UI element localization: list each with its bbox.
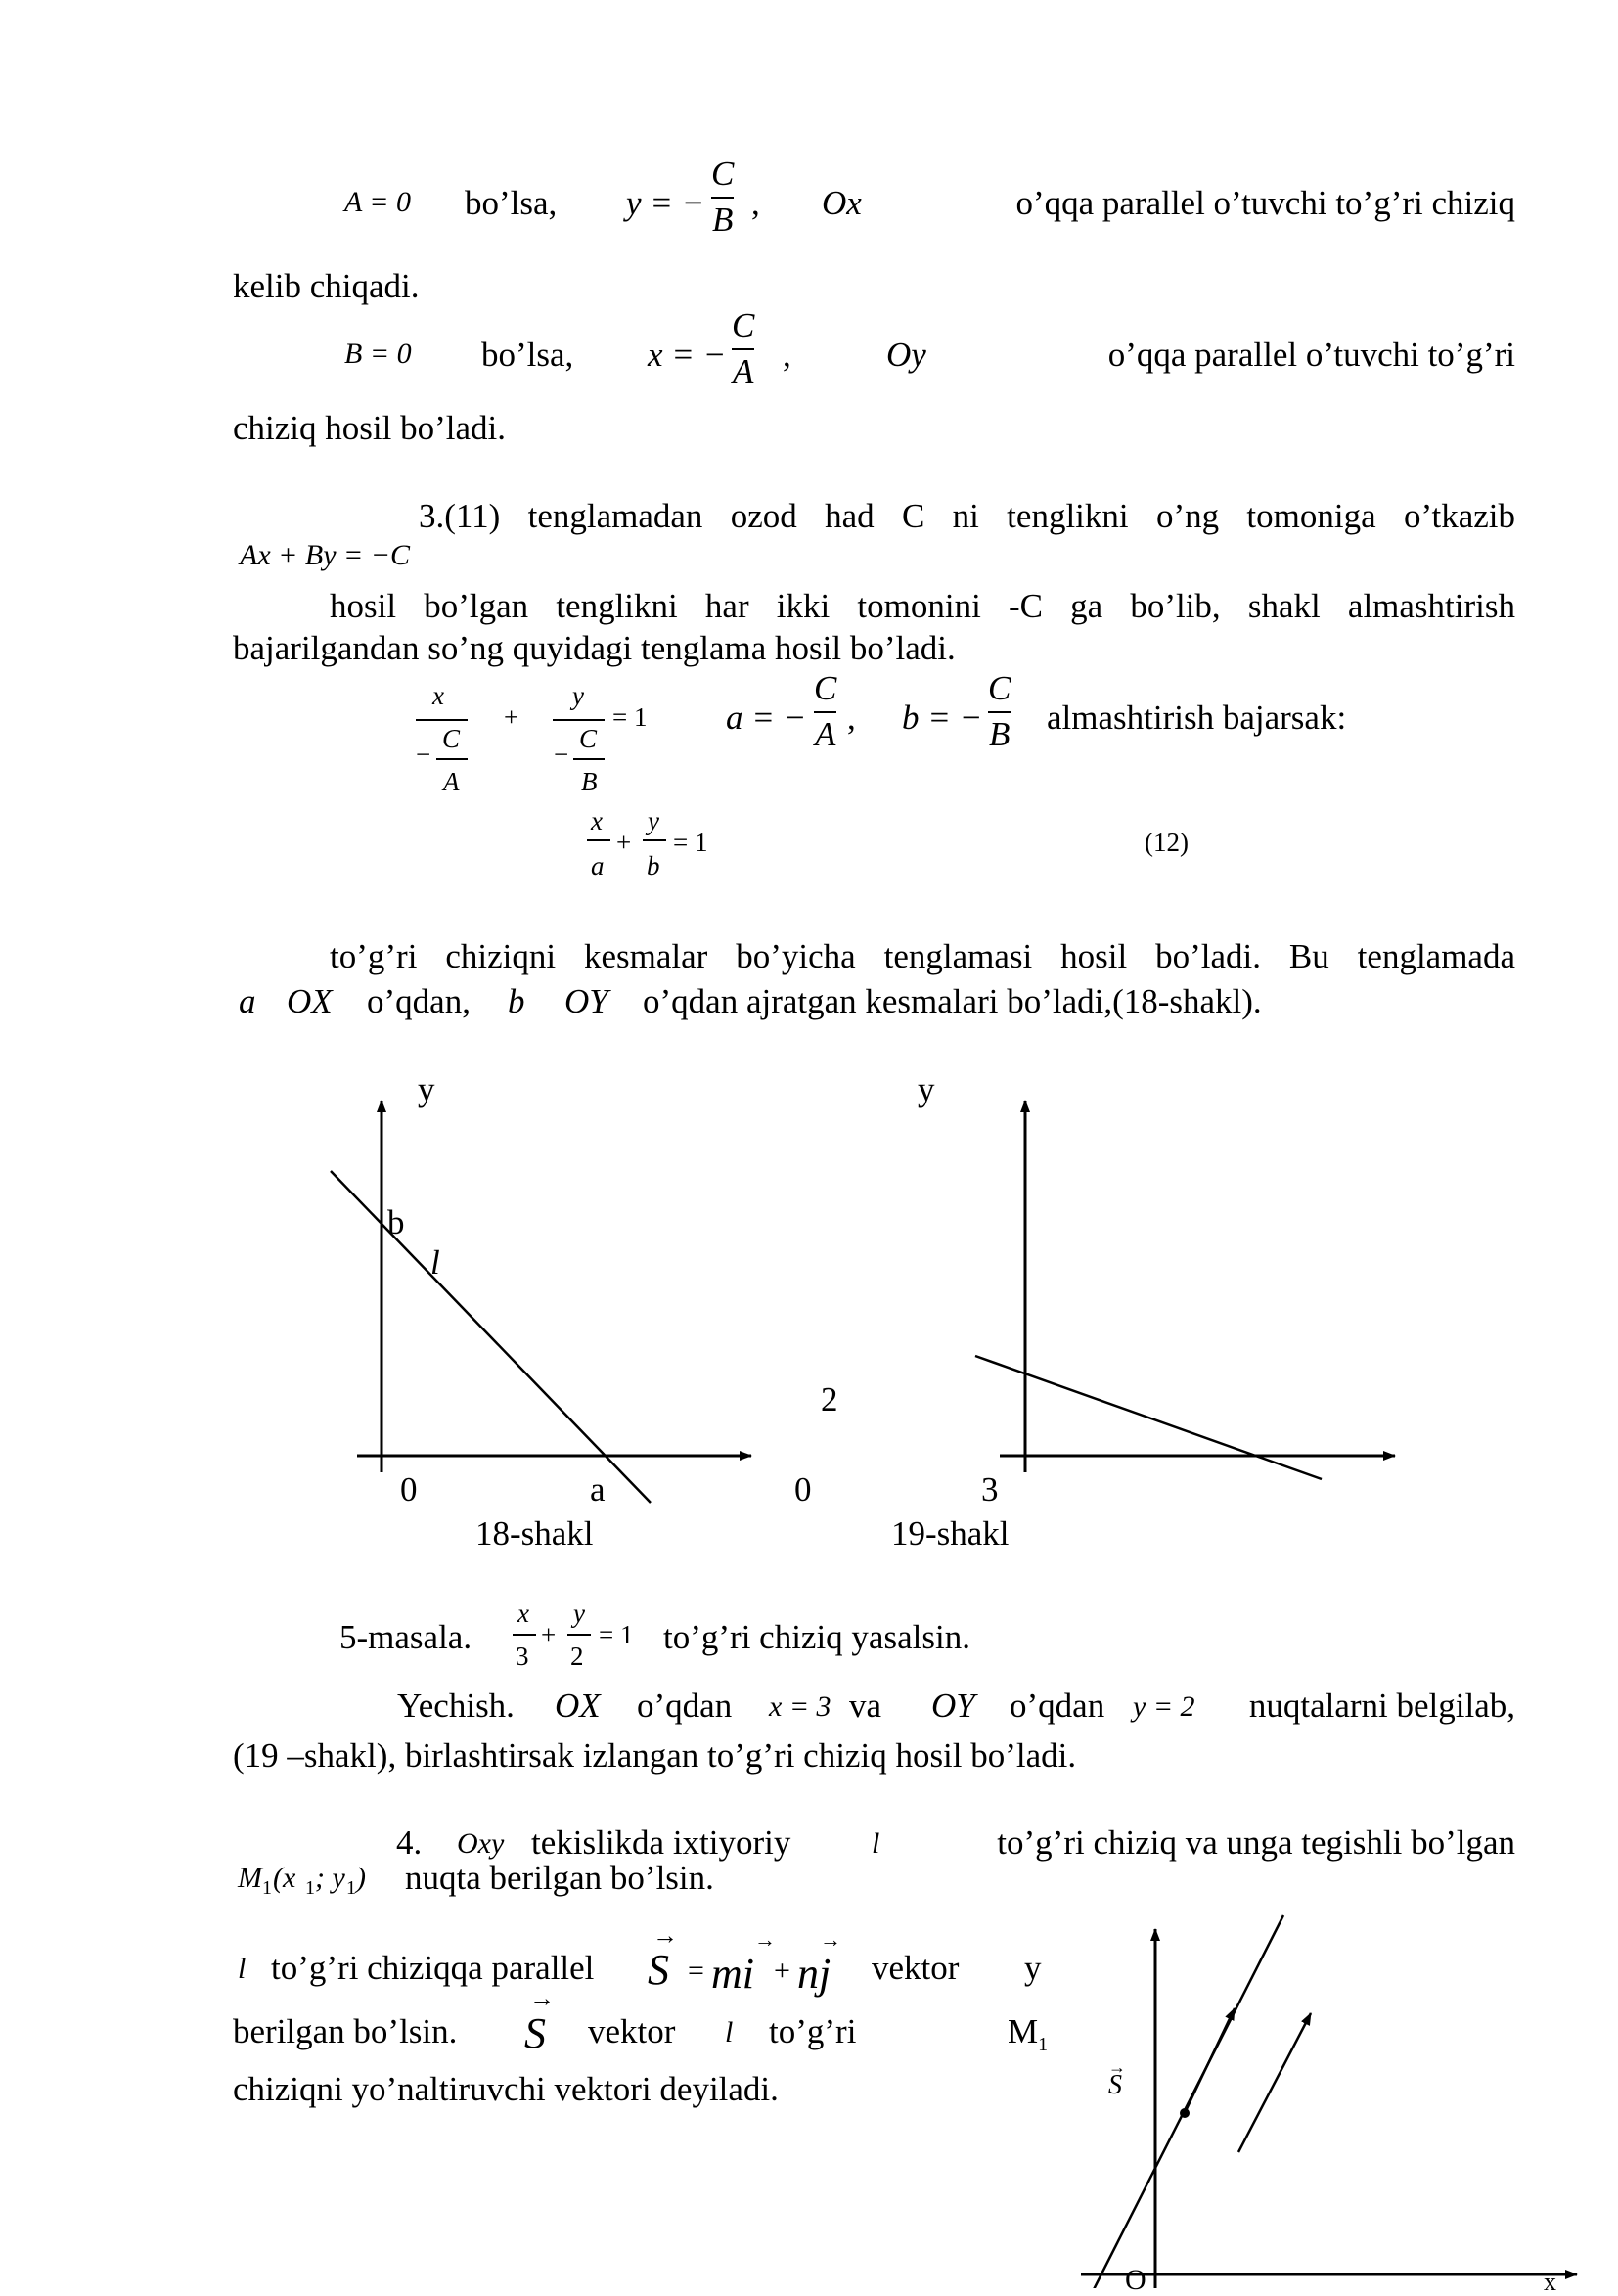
fig20-m1-label: $M_1$ <box>1008 2012 1049 2055</box>
fig20-origin-label: O <box>1125 2264 1146 2296</box>
comma: , <box>751 184 760 222</box>
paragraph3-line3: bajarilgandan so’ng quyidagi tenglama hosil bo’ladi. <box>233 629 956 667</box>
paragraph3-line1: 3.(11) tenglamadan ozod had C ni tenglikni o’ng tomoniga o’tkazib <box>419 497 1515 535</box>
fig19-y-label: y <box>918 1070 935 1108</box>
fig20-s-label: S <box>1108 2070 1122 2100</box>
fig20-point-m1 <box>1180 2108 1190 2118</box>
axis-oy: Oy <box>886 336 926 374</box>
fig18-l-label: l <box>430 1243 440 1282</box>
comma-2: , <box>783 336 791 374</box>
bolsa-text-2: bo’lsa, <box>481 336 574 374</box>
equation-lhs: y = − <box>626 184 705 222</box>
line2-continuation: chiziq hosil bo’ladi. <box>233 409 506 447</box>
figure-19 <box>975 1101 1395 1479</box>
paragraph4-line1: to’g’ri chiziqni kesmalar bo’yicha tenglamasi hosil bo’ladi. Bu tenglamada <box>330 937 1515 975</box>
axis-ox: Ox <box>822 184 862 222</box>
fig20-x-label: x <box>1544 2268 1556 2296</box>
fig19-origin-label: 0 <box>794 1470 812 1508</box>
fig18-b-label: b <box>387 1203 405 1241</box>
paragraph9-line: chiziqni yo’naltiruvchi vektori deyiladi. <box>233 2070 779 2108</box>
figure-18 <box>331 1101 751 1503</box>
condition-b0: B = 0 <box>344 338 412 370</box>
fig20-vector-on-line <box>1184 2008 1235 2115</box>
line1-continuation: kelib chiqadi. <box>233 267 420 305</box>
condition-a0: A = 0 <box>344 186 412 218</box>
fig19-two-label: 2 <box>821 1380 838 1418</box>
line1-rest: o’qqa parallel o’tuvchi to’g’ri chiziq <box>1015 184 1515 222</box>
fig18-line-l <box>331 1171 651 1503</box>
solution-line2: (19 –shakl), birlashtirsak izlangan to’g’ri chiziq hosil bo’ladi. <box>233 1736 1077 1775</box>
fig19-caption: 19-shakl <box>891 1514 1010 1553</box>
fig20-line-l <box>1084 1915 1283 2288</box>
fig19-line <box>975 1356 1322 1479</box>
fig18-a-label: a <box>590 1470 606 1508</box>
figure-20 <box>1081 1915 1577 2288</box>
line2-rest: o’qqa parallel o’tuvchi to’g’ri <box>1107 336 1515 374</box>
bolsa-text: bo’lsa, <box>465 184 558 222</box>
fraction-c-over-a: C A <box>732 306 755 390</box>
equation-ax-by: Ax + By = −C <box>240 539 411 571</box>
fig20-y-label: y <box>1024 1949 1042 1987</box>
fig19-three-label: 3 <box>981 1470 999 1508</box>
fig18-caption: 18-shakl <box>475 1514 594 1553</box>
fraction-c-over-b: C B <box>711 155 735 239</box>
fig18-origin-label: 0 <box>400 1470 418 1508</box>
fig20-vector-s <box>1238 2013 1311 2152</box>
paragraph3-line2: hosil bo’lgan tenglikni har ikki tomonini -C ga bo’lib, shakl almashtirish <box>330 587 1515 625</box>
equation-lhs-2: x = − <box>648 336 727 374</box>
fig20-s-arrow: → <box>1108 2057 1126 2077</box>
fig18-y-label: y <box>418 1070 435 1108</box>
